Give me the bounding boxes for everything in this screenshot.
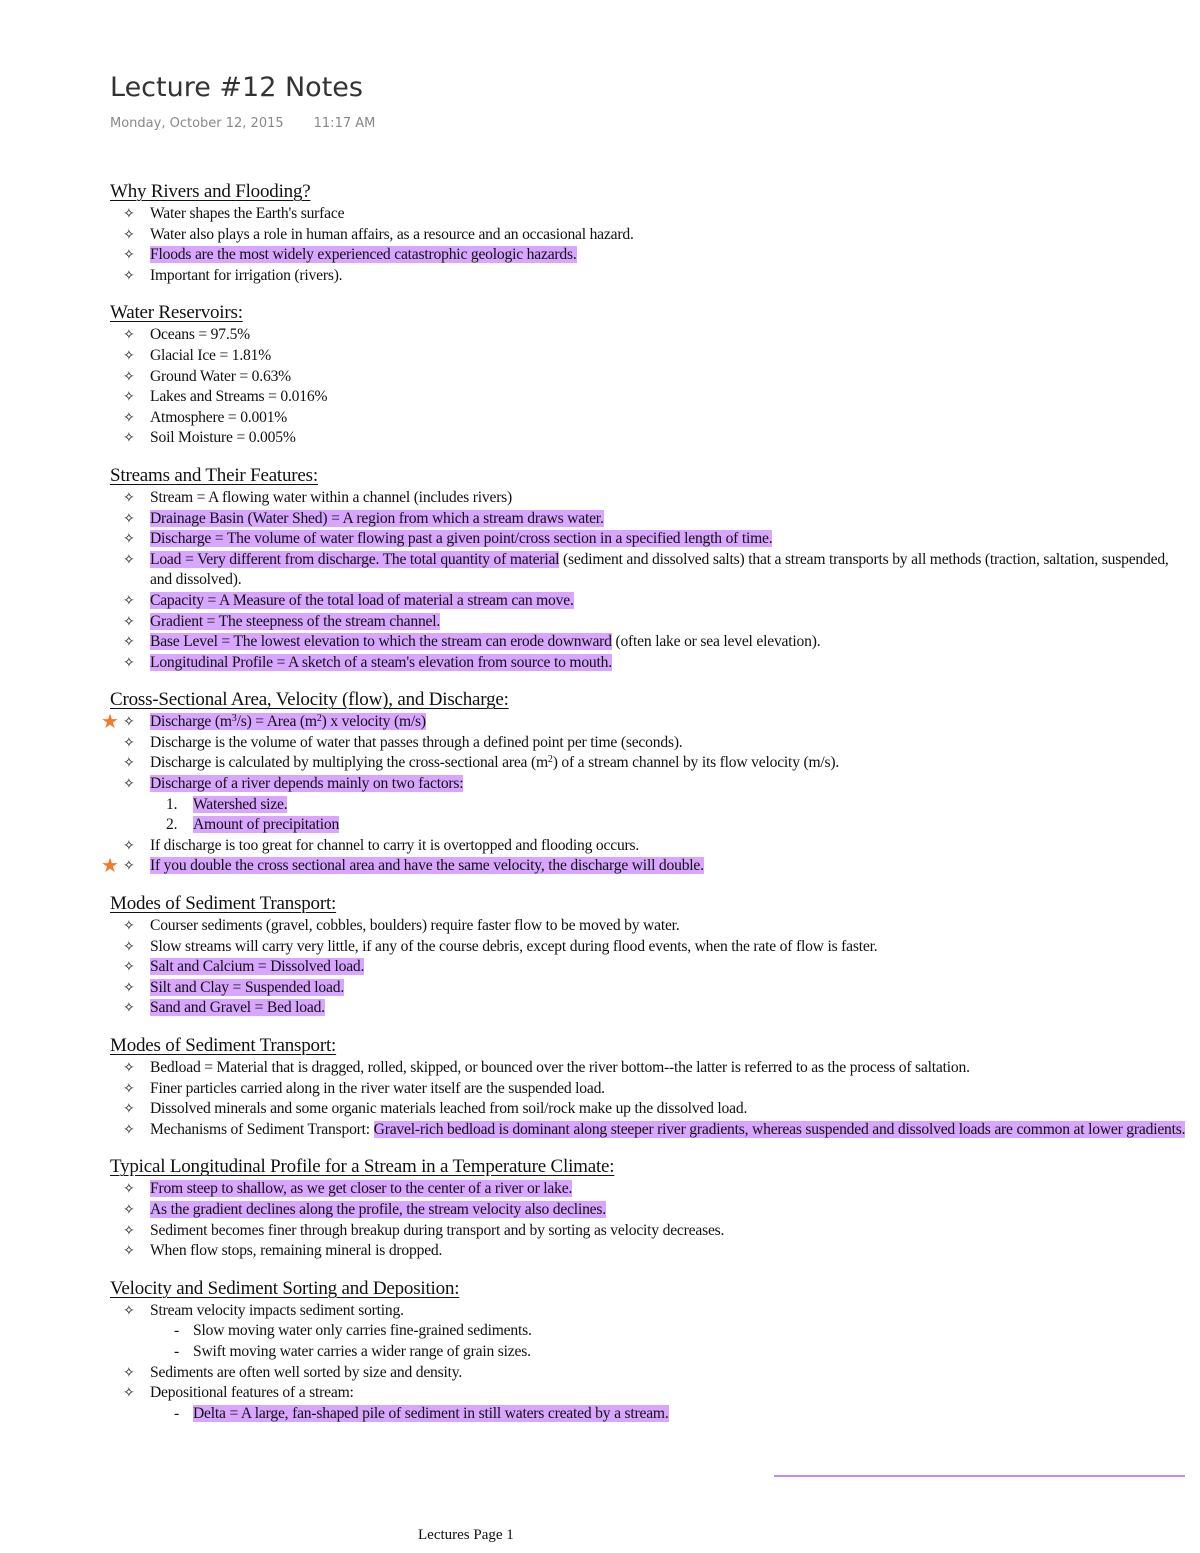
note-timestamp — [110, 116, 375, 131]
list-item-starred — [101, 853, 1190, 878]
highlighted-text: Gravel-rich bedload is dominant along steeper river gradients, whereas suspended and dissolved loads are common at lower gradients. — [373, 1120, 1186, 1138]
list-item — [110, 1179, 1190, 1200]
list-item: ✧ Discharge is the volume of water that passes through a defined point per time (seconds). — [110, 733, 1190, 754]
list-item-starred — [101, 709, 1190, 734]
list-item: ✧ Discharge is calculated by multiplying the cross-sectional area $(m^2)$ of a stream channel by its flow velocity (m/s). — [110, 753, 1190, 774]
highlighted-text: Sand and Gravel = Bed load. — [150, 999, 325, 1017]
sub-item — [110, 1404, 1190, 1425]
list-item: ✧ Soil Moisture = 0.005% — [110, 428, 1190, 449]
highlighted-text: Capacity = A Measure of the total load of material a stream can move. — [150, 591, 574, 609]
page-footer: Lectures Page 1 — [418, 1527, 514, 1543]
highlighted-text: Discharge of a river depends mainly on two factors: — [150, 775, 464, 793]
list-item — [110, 245, 1190, 266]
section-cross-sectional — [101, 688, 1190, 878]
highlighted-text: Base Level = The lowest elevation to which the stream can erode downward — [150, 633, 612, 651]
dash-bullet: - — [174, 1342, 179, 1360]
list-item: ✧ Important for irrigation (rivers). — [110, 266, 1190, 287]
section-why-rivers — [110, 180, 1190, 286]
list-item: ✧ Ground Water = 0.63% — [110, 367, 1190, 388]
dash-bullet: - — [174, 1322, 179, 1340]
section-heading: Why Rivers and Flooding? — [110, 181, 311, 202]
list-item: ✧ Glacial Ice = 1.81% — [110, 346, 1190, 367]
note-time: 11:17 AM — [313, 116, 376, 131]
dash-bullet: - — [174, 1404, 179, 1422]
list-item — [110, 653, 1190, 674]
highlighted-text: Discharge $(m^3/s)$ = Area $(m^2)$ x velocity (m/s) — [150, 713, 426, 731]
list-item — [110, 774, 1190, 795]
sub-item: - Slow moving water only carries fine-grained sediments. — [110, 1321, 1190, 1342]
list-item: ✧ Load = Very different from discharge. The total quantity of material (sediment and dissolved salts) that a stream transports by all methods (traction, saltation, suspended, and dissolved). — [110, 550, 1190, 591]
list-item: ✧ Base Level = The lowest elevation to which the stream can erode downward (often lake or sea level elevation). — [110, 632, 1190, 653]
list-item: ✧ Lakes and Streams = 0.016% — [110, 387, 1190, 408]
highlighted-text: As the gradient declines along the profile, the stream velocity also declines. — [150, 1200, 606, 1218]
list-item: ✧ Mechanisms of Sediment Transport: Gravel-rich bedload is dominant along steeper river gradients, whereas suspended and dissolved loads are common at lower gradients. — [110, 1120, 1190, 1141]
section-heading: Velocity and Sediment Sorting and Deposition: — [110, 1277, 460, 1299]
list-item: ✧ Finer particles carried along in the river water itself are the suspended load. — [110, 1079, 1190, 1100]
section-heading: Water Reservoirs: — [110, 302, 243, 324]
list-item: ✧ Stream = A flowing water within a channel (includes rivers) — [110, 488, 1190, 509]
section-longitudinal-profile — [110, 1155, 1190, 1261]
highlighted-text: Discharge = The volume of water flowing past a given point/cross section in a specified length of time. — [150, 530, 773, 548]
list-item: ✧ Courser sediments (gravel, cobbles, boulders) require faster flow to be moved by water. — [110, 916, 1190, 937]
list-item — [110, 1200, 1190, 1221]
page-title: Lecture #12 Notes — [110, 72, 363, 103]
star-icon: ✧ ★ — [101, 853, 119, 878]
numbered-item: 2. Amount of precipitation — [166, 816, 340, 834]
list-item — [110, 978, 1190, 999]
list-item — [110, 998, 1190, 1019]
list-item: ✧ Atmosphere = 0.001% — [110, 408, 1190, 429]
highlighted-text: Floods are the most widely experienced catastrophic geologic hazards. — [150, 246, 577, 264]
list-item: ✧ Oceans = 97.5% — [110, 325, 1190, 346]
highlighted-text: From steep to shallow, as we get closer to the center of a river or lake. — [150, 1180, 573, 1198]
list-item: ✧ Water shapes the Earth's surface — [110, 204, 1190, 225]
highlighted-text: Silt and Clay = Suspended load. — [150, 978, 345, 996]
highlighted-text: Salt and Calcium = Dissolved load. — [150, 958, 365, 976]
list-item: ✧ Dissolved minerals and some organic materials leached from soil/rock make up the dissolved load. — [110, 1099, 1190, 1120]
sub-item: - Swift moving water carries a wider range of grain sizes. — [110, 1342, 1190, 1363]
highlight-underline — [774, 1475, 1185, 1477]
section-modes-transport-2 — [110, 1034, 1190, 1140]
highlighted-text: Amount of precipitation — [193, 816, 340, 834]
list-item: ✧ When flow stops, remaining mineral is dropped. — [110, 1241, 1190, 1262]
list-item: ✧ Sediment becomes finer through breakup during transport and by sorting as velocity decreases. — [110, 1221, 1190, 1242]
list-item: ✧ Water also plays a role in human affairs, as a resource and an occasional hazard. — [110, 225, 1190, 246]
section-heading: Modes of Sediment Transport: — [110, 893, 337, 915]
list-item: ✧ If discharge is too great for channel to carry it is overtopped and flooding occurs. — [110, 836, 1190, 857]
list-item — [110, 591, 1190, 612]
section-streams-features — [110, 464, 1190, 673]
list-item — [110, 529, 1190, 550]
list-item: ✧ Sediments are often well sorted by size and density. — [110, 1363, 1190, 1384]
list-item: ✧ Stream velocity impacts sediment sorting. — [110, 1301, 1190, 1322]
highlighted-text: If you double the cross sectional area and have the same velocity, the discharge will double. — [150, 857, 704, 875]
section-velocity-sorting — [110, 1277, 1190, 1425]
section-water-reservoirs — [110, 301, 1190, 449]
section-heading: Cross-Sectional Area, Velocity (flow), and Discharge: — [110, 689, 509, 711]
numbered-item: 1. Watershed size. — [166, 795, 288, 813]
list-item: ✧ Bedload = Material that is dragged, rolled, skipped, or bounced over the river bottom--the latter is referred to as the process of saltation. — [110, 1058, 1190, 1079]
section-modes-transport-1 — [110, 892, 1190, 1019]
section-heading: Streams and Their Features: — [110, 464, 318, 486]
section-heading: Modes of Sediment Transport: — [110, 1035, 337, 1056]
list-item: ✧ Slow streams will carry very little, if any of the course debris, except during flood events, when the rate of flow is faster. — [110, 937, 1190, 958]
notes-body — [101, 180, 1190, 1424]
highlighted-text: Longitudinal Profile = A sketch of a steam's elevation from source to mouth. — [150, 653, 612, 671]
list-item — [110, 957, 1190, 978]
highlighted-text: Drainage Basin (Water Shed) = A region from which a stream draws water. — [150, 509, 604, 527]
note-date: Monday, October 12, 2015 — [110, 116, 284, 131]
list-item — [110, 509, 1190, 530]
highlighted-text: Load = Very different from discharge. The total quantity of material — [150, 550, 560, 568]
list-item — [110, 612, 1190, 633]
list-item: ✧ Depositional features of a stream: — [110, 1383, 1190, 1404]
highlighted-text: Watershed size. — [193, 795, 288, 813]
highlighted-text: Gradient = The steepness of the stream channel. — [150, 612, 441, 630]
star-icon: ✧ ★ — [101, 709, 119, 734]
section-heading: Typical Longitudinal Profile for a Stream in a Temperature Climate: — [110, 1156, 615, 1178]
highlighted-text: Delta = A large, fan-shaped pile of sediment in still waters created by a stream. — [193, 1404, 669, 1422]
